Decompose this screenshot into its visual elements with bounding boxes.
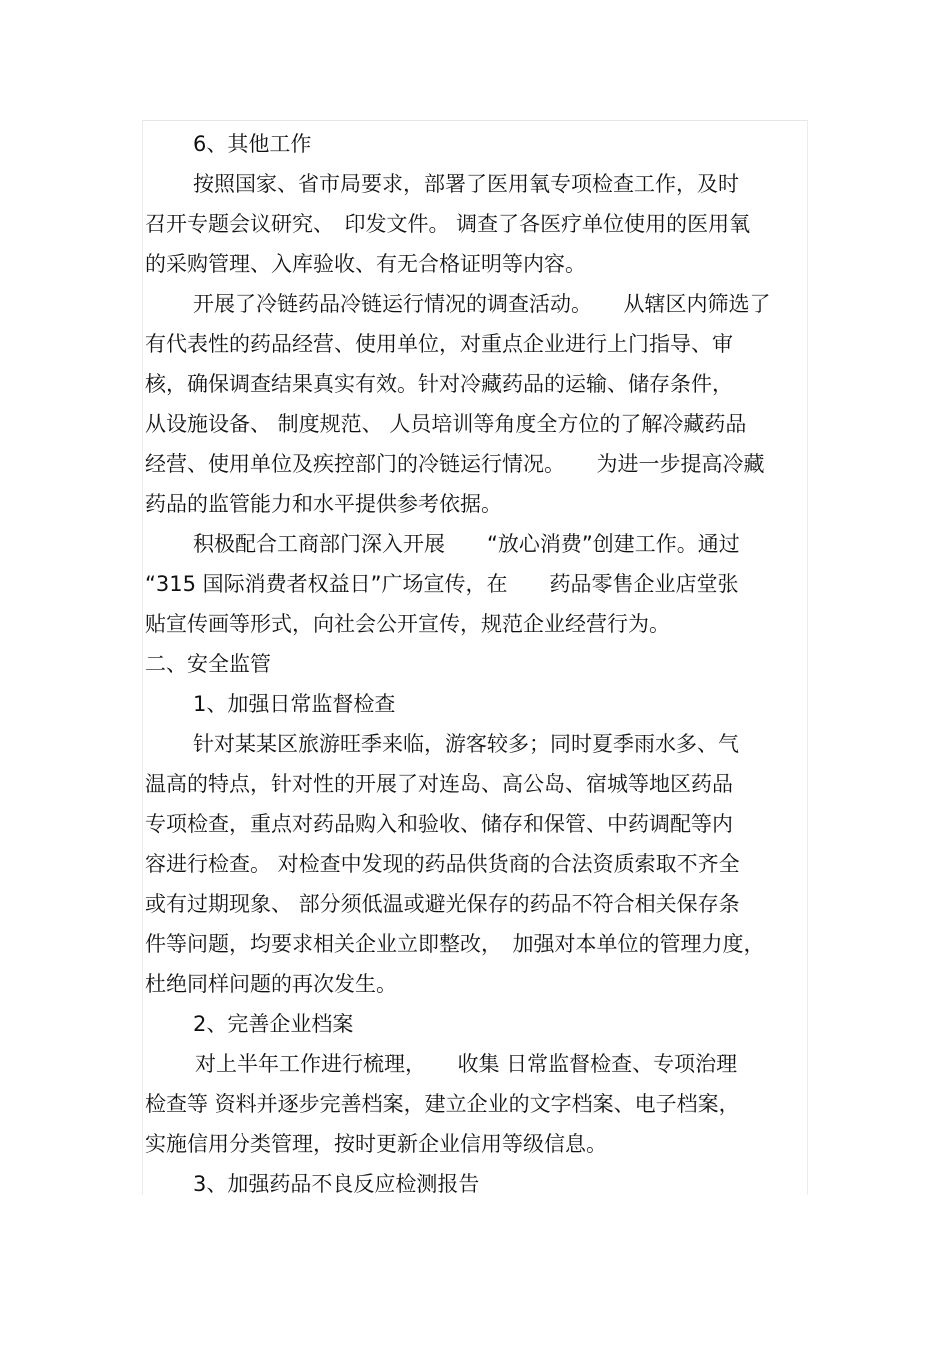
paragraph-line: 从设施设备、 制度规范、 人员培训等角度全方位的了解冷藏药品 (145, 412, 747, 436)
document-body (145, 124, 805, 1204)
section-heading: 6、其他工作 (193, 132, 312, 156)
paragraph-line: “315 国际消费者权益日”广场宣传，在 药品零售企业店堂张 (145, 572, 739, 596)
paragraph-line: 召开专题会议研究、 印发文件。 调查了各医疗单位使用的医用氧 (145, 212, 751, 236)
paragraph-line: 或有过期现象、 部分须低温或避光保存的药品不符合相关保存条 (145, 892, 740, 916)
paragraph-line: 专项检查，重点对药品购入和验收、储存和保管、中药调配等内 (145, 812, 733, 836)
section-heading: 1、加强日常监督检查 (193, 692, 396, 716)
paragraph-line: 核，确保调查结果真实有效。针对冷藏药品的运输、储存条件， (145, 372, 733, 396)
paragraph-line: 实施信用分类管理，按时更新企业信用等级信息。 (145, 1132, 607, 1156)
section-heading: 2、完善企业档案 (193, 1012, 354, 1036)
paragraph-line: 积极配合工商部门深入开展 “放心消费”创建工作。通过 (193, 532, 740, 556)
section-heading: 3、加强药品不良反应检测报告 (193, 1172, 480, 1196)
paragraph-line: 容进行检查。 对检查中发现的药品供货商的合法资质索取不齐全 (145, 852, 740, 876)
paragraph-line: 经营、使用单位及疾控部门的冷链运行情况。 为进一步提高冷藏 (145, 452, 765, 476)
paragraph-line: 的采购管理、入库验收、有无合格证明等内容。 (145, 252, 586, 276)
paragraph-line: 有代表性的药品经营、使用单位，对重点企业进行上门指导、审 (145, 332, 733, 356)
chapter-heading: 二、安全监管 (145, 652, 271, 676)
paragraph-line: 杜绝同样问题的再次发生。 (145, 972, 397, 996)
paragraph-line: 按照国家、省市局要求，部署了医用氧专项检查工作，及时 (193, 172, 739, 196)
paragraph-line: 针对某某区旅游旺季来临，游客较多；同时夏季雨水多、气 (193, 732, 739, 756)
paragraph-line: 件等问题，均要求相关企业立即整改， 加强对本单位的管理力度， (145, 932, 765, 956)
paragraph-line: 温高的特点，针对性的开展了对连岛、高公岛、宿城等地区药品 (145, 772, 733, 796)
paragraph-line: 贴宣传画等形式，向社会公开宣传，规范企业经营行为。 (145, 612, 670, 636)
paragraph-line: 药品的监管能力和水平提供参考依据。 (145, 492, 502, 516)
paragraph-line: 开展了冷链药品冷链运行情况的调查活动。 从辖区内筛选了 (193, 292, 771, 316)
paragraph-line: 对上半年工作进行梳理， 收集 日常监督检查、专项治理 (195, 1052, 738, 1076)
paragraph-line: 检查等 资料并逐步完善档案，建立企业的文字档案、电子档案， (145, 1092, 740, 1116)
